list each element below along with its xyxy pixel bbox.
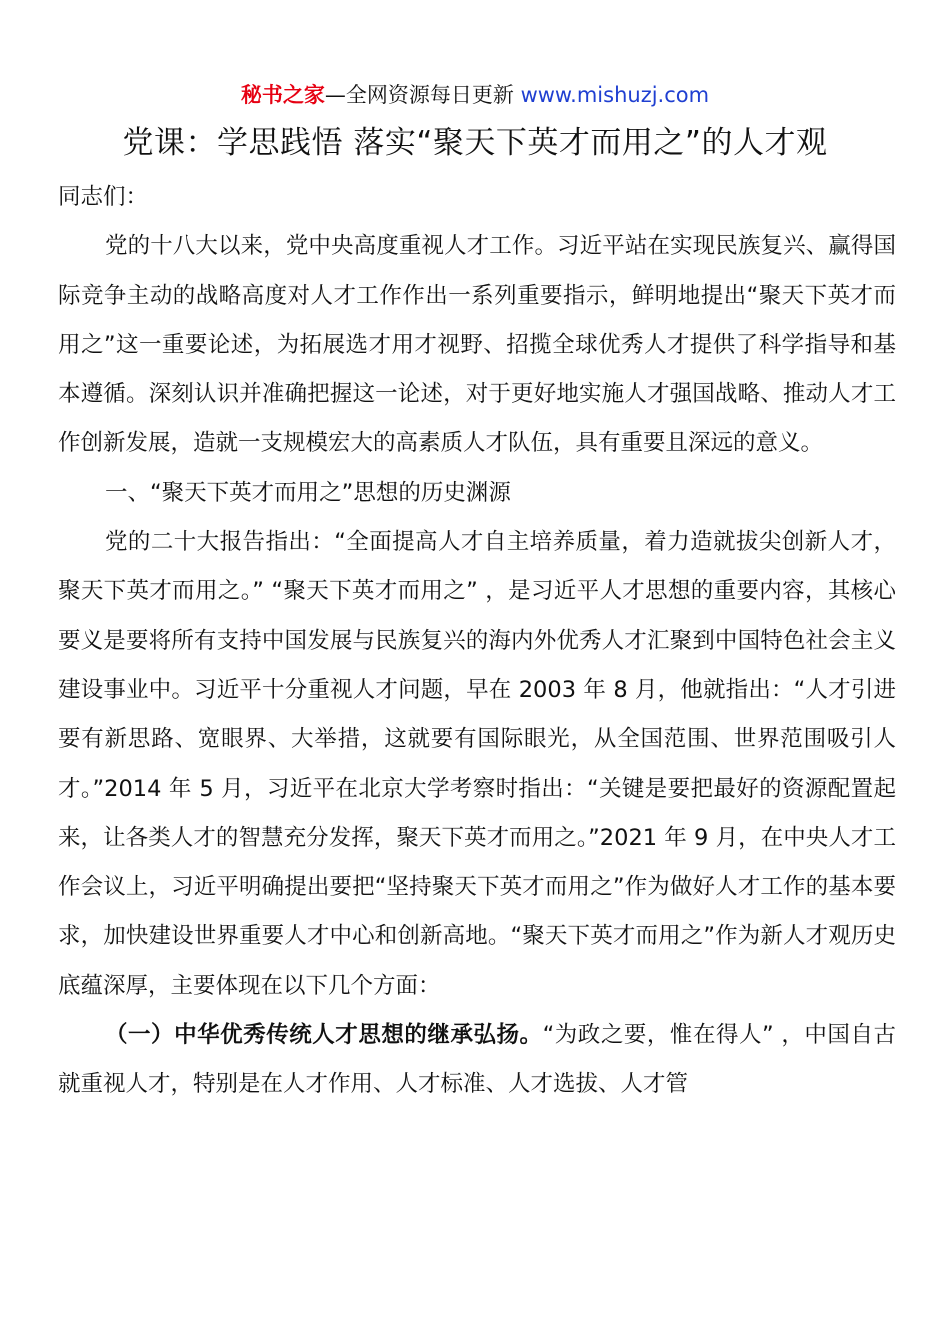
site-header — [0, 80, 950, 110]
paragraph-history: 党的二十大报告指出：“全面提高人才自主培养质量，着力造就拔尖创新人才，聚天下英才而用之。” “聚天下英才而用之” ，是习近平人才思想的重要内容，其核心要义是要将所有支持中国发展与民族复兴的海内外优秀人才汇聚到中国特色社会主义建设事业中。习近平十分重视人才问题，早在 2003 年 8 月，他就指出：“人才引进要有新思路、宽眼界、大举措，这就要有国际眼光，从全国范围、世界范围吸引人才。”2014 年 5 月，习近平在北京大学考察时指出：“关键是要把最好的资源配置起来，让各类人才的智慧充分发挥，聚天下英才而用之。”2021 年 9 月，在中央人才工作会议上，习近平明确提出要把“坚持聚天下英才而用之”作为做好人才工作的基本要求，加快建设世界重要人才中心和创新高地。“聚天下英才而用之”作为新人才观历史底蕴深厚，主要体现在以下几个方面： — [58, 529, 896, 999]
site-tagline: —全网资源每日更新 — [324, 83, 521, 107]
paragraph-intro: 党的十八大以来，党中央高度重视人才工作。习近平站在实现民族复兴、赢得国际竞争主动的战略高度对人才工作作出一系列重要指示，鲜明地提出“聚天下英才而用之”这一重要论述，为拓展选才用才视野、招揽全球优秀人才提供了科学指导和基本遵循。深刻认识并准确把握这一论述，对于更好地实施人才强国战略、推动人才工作创新发展，造就一支规模宏大的高素质人才队伍，具有重要且深远的意义。 — [58, 233, 896, 457]
document-body — [58, 173, 896, 1110]
document-title: 党课：学思践悟 落实“聚天下英才而用之”的人才观 — [122, 125, 828, 161]
subsection-text: “为政之要，惟在得人” ，中国自古就重视人才，特别是在人才作用、人才标准、人才选拔、人才管 — [58, 1022, 896, 1098]
site-url[interactable]: www.mishuzj.com — [520, 83, 710, 107]
subsection-heading: （一）中华优秀传统人才思想的继承弘扬。 — [105, 1022, 543, 1049]
salutation: 同志们： — [58, 184, 149, 210]
site-brand: 秘书之家 — [240, 83, 325, 107]
subsection-paragraph — [58, 1011, 896, 1110]
section-heading: 一、“聚天下英才而用之”思想的历史渊源 — [105, 479, 511, 506]
